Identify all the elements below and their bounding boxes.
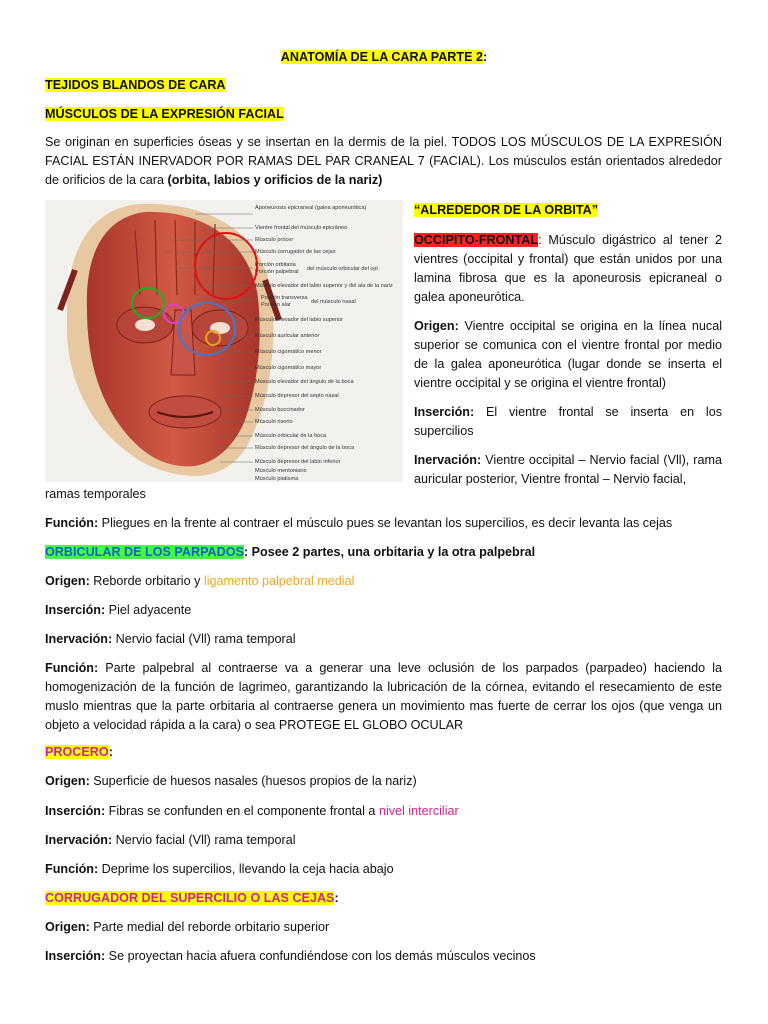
orbicular-inervacion [45, 630, 722, 649]
orbicular-origen-text: Reborde orbitario y [89, 574, 204, 588]
fig-label-2: Músculo prócer [255, 237, 294, 243]
orbicular-funcion-text: Parte palpebral al contraerse va a generar una leve oclusión de los parpados (parpadeo) haciendo la homogenización de la función de lagrimeo, garantizando la lubricación de la córnea, evitando el resecamiento de este muslo mientras que la parte orbitaria al contraerse genera un movimiento mas fuerte de cerrar los ojos (que venga un objeto a velocidad rápida a la cara) o sea PROTEGE EL GLOBO OCULAR [45, 661, 722, 732]
procero-insercion-colored: nivel interciliar [378, 804, 459, 818]
fig-label-13: Músculo cigomático menor [255, 349, 322, 355]
procero-origen-label: Origen: [45, 774, 90, 788]
occipito-origen [414, 317, 722, 393]
section-heading-soft-tissue [45, 76, 722, 95]
origen-label: Origen: [414, 319, 459, 333]
corrugador-origen-text: Parte medial del reborde orbitario superior [89, 920, 330, 934]
fig-label-19: Músculo orbicular de la boca [255, 433, 327, 439]
procero-inervacion-label: Inervación: [45, 833, 113, 847]
procero-funcion-text: Deprime los supercilios, llevando la ceja hacia abajo [98, 862, 394, 876]
orbit-section [414, 201, 722, 489]
section1-text: TEJIDOS BLANDOS DE CARA [45, 78, 226, 92]
fig-label-6: del músculo orbicular del ojo [307, 266, 378, 272]
occipito-frontal-desc [414, 231, 722, 307]
corrugador-colon: : [334, 891, 339, 905]
fig-label-9: Porción alar [261, 302, 291, 308]
corrugador-heading [45, 889, 722, 908]
procero-origen [45, 772, 722, 791]
procero-insercion [45, 802, 722, 821]
procero-inervacion [45, 831, 722, 850]
occipito-inervacion [414, 451, 722, 489]
procero-origen-text: Superficie de huesos nasales (huesos propios de la nariz) [89, 774, 417, 788]
fig-label-3: Músculo corrugador de las cejas [255, 249, 336, 255]
orbicular-insercion [45, 601, 722, 620]
page-title [0, 50, 768, 64]
orbicular-insercion-label: Inserción: [45, 603, 106, 617]
fig-label-10: del músculo nasal [311, 299, 356, 305]
orbicular-origen-colored: ligamento palpebral medial [203, 574, 355, 588]
orbicular-title: ORBICULAR DE LOS PARPADOS [45, 545, 244, 559]
orbicular-desc: : Posee 2 partes, una orbitaria y la otra palpebral [243, 545, 536, 559]
corrugador-insercion-label: Inserción: [45, 949, 106, 963]
corrugador-origen [45, 918, 722, 937]
occipito-insercion [414, 403, 722, 441]
title-colon: : [483, 50, 488, 64]
fig-label-8: Porción transversa [261, 295, 308, 301]
procero-insercion-label: Inserción: [45, 804, 106, 818]
fig-label-4: Porción orbitaria [255, 262, 296, 268]
fig-label-16: Músculo depresor del septo nasal [255, 393, 339, 399]
corrugador-insercion-text: Se proyectan hacia afuera confundiéndose con los demás músculos vecinos [105, 949, 536, 963]
orbit-heading [414, 201, 722, 220]
insercion-text: El vientre frontal se inserta en los supercilios [414, 405, 722, 438]
corrugador-origen-label: Origen: [45, 920, 90, 934]
ramas-line [45, 485, 722, 504]
occipito-frontal-text: : Músculo digástrico al tener 2 vientres (occipital y frontal) que están unidos por una lamina fibrosa que es la aponeurosis epicraneal o galea aponeurótica. [414, 233, 722, 304]
inervacion-text: Vientre occipital – Nervio facial (Vll), rama auricular posterior, Vientre frontal – Nervio facial, [414, 453, 722, 486]
title-text: ANATOMÍA DE LA CARA PARTE 2 [280, 50, 483, 64]
procero-funcion-label: Función: [45, 862, 99, 876]
fig-label-21: Músculo depresor del labio inferior [255, 459, 341, 465]
face-muscles-figure [45, 200, 403, 482]
corrugador-insercion [45, 947, 722, 966]
origen-text: Vientre occipital se origina en la línea nucal superior se comunica con el vientre frontal por medio de la galea aponeurótica (lugar donde se inserta el vientre occipital y se origina el vientre frontal) [414, 319, 722, 390]
procero-inervacion-text: Nervio facial (Vll) rama temporal [112, 833, 296, 847]
orbicular-insercion-text: Piel adyacente [105, 603, 192, 617]
funcion1-text: Pliegues en la frente al contraer el músculo pues se levantan los supercilios, es decir levanta las cejas [98, 516, 673, 530]
fig-label-23: Músculo platisma [255, 476, 299, 482]
procero-funcion [45, 860, 722, 879]
orbicular-funcion [45, 659, 722, 735]
orbicular-inervacion-label: Inervación: [45, 632, 113, 646]
fig-label-5: Porción palpebral [255, 269, 299, 275]
inervacion-label: Inervación: [414, 453, 482, 467]
fig-label-15: Músculo elevador del ángulo de la boca [255, 379, 354, 385]
fig-label-14: Músculo cigomático mayor [255, 365, 322, 371]
funcion-occipito [45, 514, 722, 533]
orbit-heading-text: “ALREDEDOR DE LA ORBITA” [414, 203, 599, 217]
orbicular-inervacion-text: Nervio facial (Vll) rama temporal [112, 632, 296, 646]
fig-label-7: Músculo elevador del labio superior y del ala de la nariz [255, 283, 393, 289]
fig-label-17: Músculo buccinador [255, 407, 305, 413]
fig-label-18: Músculo risorio [255, 419, 293, 425]
fig-label-12: Músculo auricular anterior [255, 333, 320, 339]
orbicular-funcion-label: Función: [45, 661, 99, 675]
insercion-label: Inserción: [414, 405, 475, 419]
fig-label-11: Músculo elevador del labio superior [255, 317, 343, 323]
fig-label-22: Músculo mentoniano [255, 468, 307, 474]
ramas-text: ramas temporales [45, 487, 146, 501]
occipito-frontal-title: OCCIPITO-FRONTAL [414, 233, 539, 247]
section2-text: MÚSCULOS DE LA EXPRESIÓN FACIAL [45, 107, 284, 121]
intro-bold: (orbita, labios y orificios de la nariz) [167, 173, 383, 187]
orbicular-heading [45, 543, 722, 562]
procero-heading [45, 743, 722, 762]
intro-paragraph [45, 133, 722, 190]
procero-insercion-text: Fibras se confunden en el componente frontal a [105, 804, 379, 818]
intro-text: Se originan en superficies óseas y se insertan en la dermis de la piel. TODOS LOS MÚSCULOS DE LA EXPRESIÓN FACIAL ESTÁN INERVADOR POR RAMAS DEL PAR CRANEAL 7 (FACIAL). Los músculos están orientados alrededor de orificios de la cara [45, 135, 722, 187]
procero-title: PROCERO [45, 745, 109, 759]
orbicular-origen [45, 572, 722, 591]
orbicular-origen-label: Origen: [45, 574, 90, 588]
fig-label-20: Músculo depresor del ángulo de la boca [255, 445, 355, 451]
funcion1-label: Función: [45, 516, 99, 530]
corrugador-title: CORRUGADOR DEL SUPERCILIO O LAS CEJAS [45, 891, 335, 905]
fig-label-0: Aponeurosis epicraneal (galea aponeurótica) [255, 205, 367, 211]
fig-label-1: Vientre frontal del músculo epicráneo [255, 225, 348, 231]
face-muscles-illustration [45, 200, 403, 482]
section-heading-facial-muscles [45, 105, 722, 124]
procero-colon: : [108, 745, 113, 759]
